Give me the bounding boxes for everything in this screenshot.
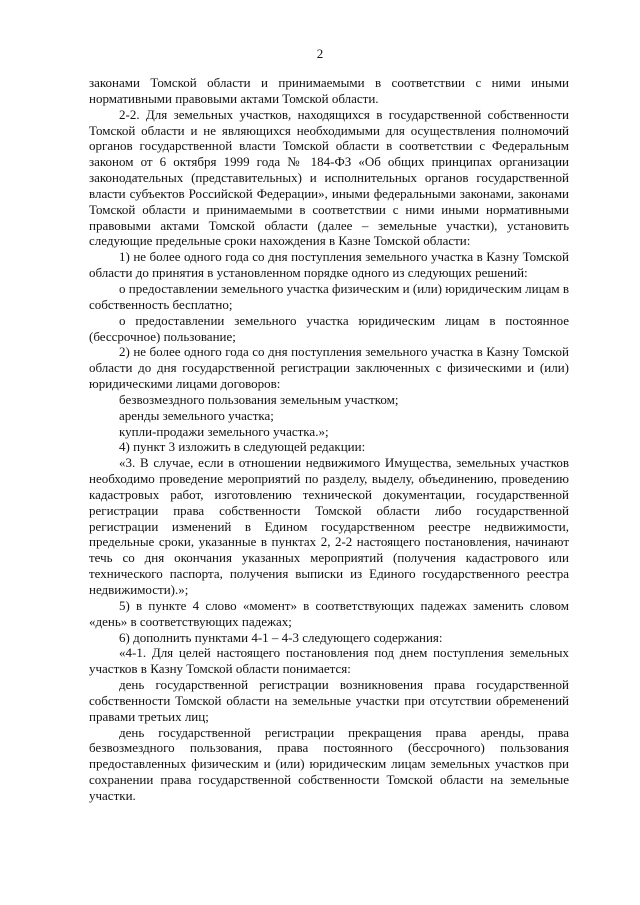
paragraph-amendment-4: 4) пункт 3 изложить в следующей редакции: — [119, 439, 366, 455]
paragraph-amendment-5: 5) в пункте 4 слово «момент» в соответствующих падежах заменить словом «день» в соответствующих падежах; — [89, 597, 569, 629]
paragraph-item-1: 1) не более одного года со дня поступления земельного участка в Казну Томской области до принятия в установленном порядке одного из следующих решений: — [89, 249, 569, 281]
paragraph-item-1-option-a: о предоставлении земельного участка физическим и (или) юридическим лицам в собственность бесплатно; — [89, 280, 569, 312]
paragraph-clause-3: «3. В случае, если в отношении недвижимого Имущества, земельных участков необходимо проведение мероприятий по разделу, выделу, объединению, проведению кадастровых работ, изготовлению технической документации, государственной регистрации права собственности Томской области либо государственной регистрации изменений в Едином государственном реестре недвижимости, предельные сроки, указанные в пунктах 2, 2-2 настоящего постановления, начинают течь со дня окончания указанных мероприятий (получения кадастрового или технического паспорта, получения выписки из Единого государственного реестра недвижимости).»; — [89, 455, 569, 597]
paragraph-item-2: 2) не более одного года со дня поступления земельного участка в Казну Томской области до дня государственной регистрации заключенных с физическими и (или) юридическими лицами договоров: — [89, 344, 569, 392]
paragraph-item-1-option-b: о предоставлении земельного участка юридическим лицам в постоянное (бессрочное) пользование; — [89, 312, 569, 344]
page-number: 2 — [316, 46, 324, 61]
paragraph-item-2-option-c: купли-продажи земельного участка.»; — [119, 423, 329, 439]
paragraph-amendment-6: 6) дополнить пунктами 4-1 – 4-3 следующего содержания: — [119, 629, 443, 645]
paragraph-clause-4-1: «4-1. Для целей настоящего постановления под днем поступления земельных участков в Казну Томской области понимается: — [89, 645, 569, 677]
document-body — [89, 75, 569, 804]
paragraph-clause-4-1-case-a: день государственной регистрации возникновения права государственной собственности Томской области на земельные участки при отсутствии обременений правами третьих лиц; — [89, 677, 569, 724]
paragraph-item-2-option-b: аренды земельного участка; — [119, 407, 274, 423]
paragraph-item-2-option-a: безвозмездного пользования земельным участком; — [119, 391, 399, 407]
paragraph-continuation: законами Томской области и принимаемыми в соответствии с ними иными нормативными правовыми актами Томской области. — [89, 75, 569, 106]
paragraph-2-2: 2-2. Для земельных участков, находящихся в государственной собственности Томской области и не являющихся необходимыми для осуществления полномочий органов государственной власти Томской области в соответствии с Федеральным законом от 6 октября 1999 года № 184-ФЗ «Об общих принципах организации законодательных (представительных) и исполнительных органов государственной власти субъектов Российской Федерации», иными федеральными законами, законами Томской области и принимаемыми в соответствии с ними иными нормативными правовыми актами Томской области (далее – земельные участки), установить следующие предельные сроки нахождения в Казне Томской области: — [89, 106, 569, 249]
paragraph-clause-4-1-case-b: день государственной регистрации прекращения права аренды, права безвозмездного пользования, права постоянного (бессрочного) пользования предоставленных физическим и (или) юридическим лицам земельных участков при сохранении права государственной собственности Томской области на земельные участки. — [89, 724, 569, 803]
